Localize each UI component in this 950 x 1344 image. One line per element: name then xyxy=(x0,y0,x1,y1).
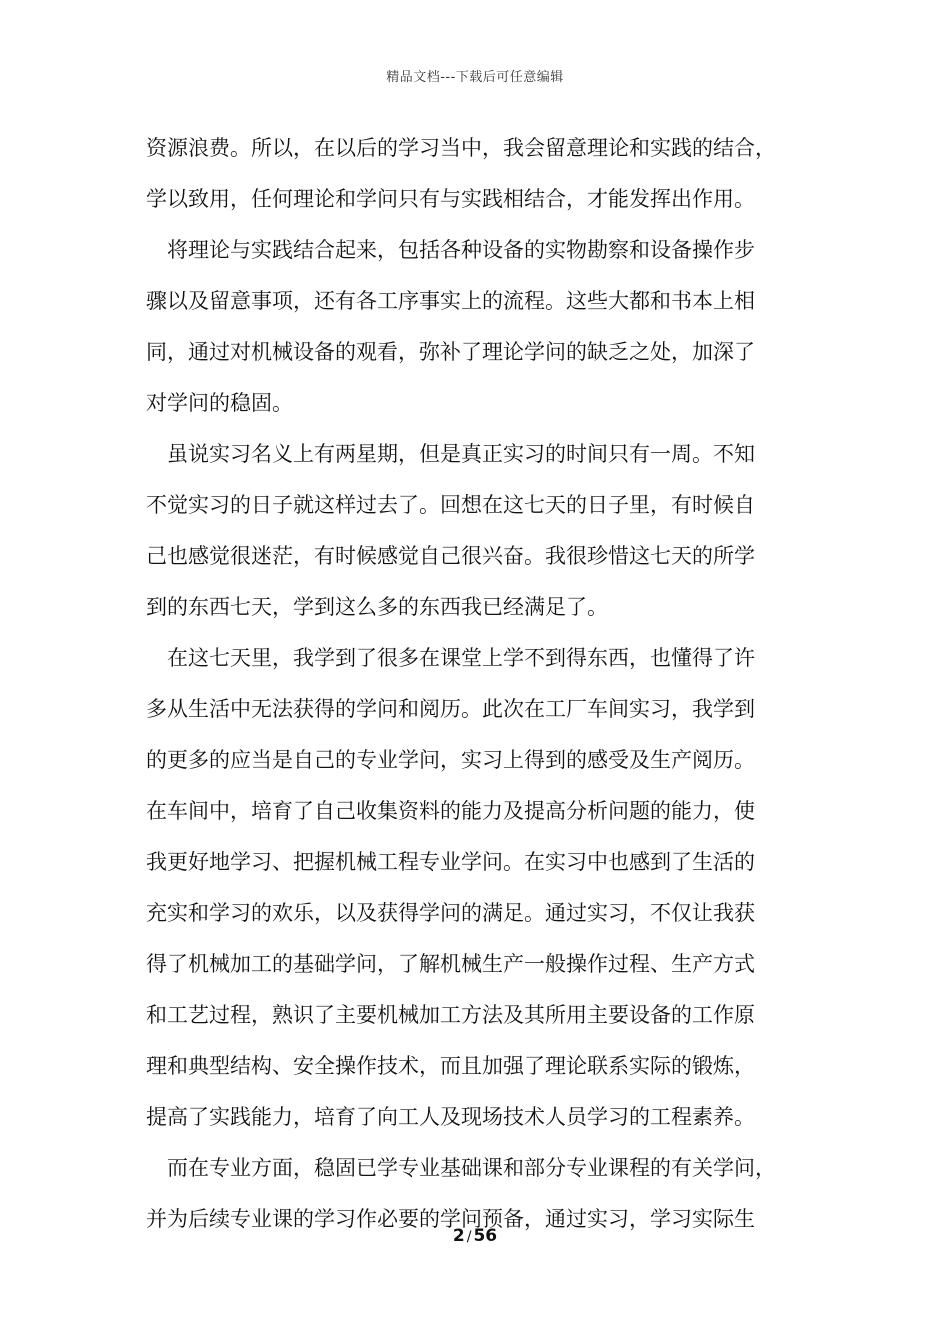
text-line: 和工艺过程，熟识了主要机械加工方法及其所用主要设备的工作原 xyxy=(146,1003,755,1027)
total-page-count: 56 xyxy=(473,1226,498,1246)
text-line: 而在专业方面，稳固已学专业基础课和部分专业课程的有关学问， xyxy=(167,1156,776,1180)
text-line: 多从生活中无法获得的学问和阅历。此次在工厂车间实习，我学到 xyxy=(146,697,755,721)
text-line: 到的东西七天，学到这么多的东西我已经满足了。 xyxy=(146,595,608,619)
text-line: 充实和学习的欢乐，以及获得学问的满足。通过实习，不仅让我获 xyxy=(146,901,755,925)
text-line: 在这七天里，我学到了很多在课堂上学不到得东西，也懂得了许 xyxy=(167,646,755,670)
page-header: 精品文档---下载后可任意编辑 xyxy=(386,70,564,85)
text-line: 我更好地学习、把握机械工程专业学问。在实习中也感到了生活的 xyxy=(146,850,755,874)
text-line: 得了机械加工的基础学问，了解机械生产一般操作过程、生产方式 xyxy=(146,952,755,976)
text-line: 对学问的稳固。 xyxy=(146,391,293,415)
text-line: 在车间中，培育了自己收集资料的能力及提高分析问题的能力，使 xyxy=(146,799,755,823)
text-line: 提高了实践能力，培育了向工人及现场技术人员学习的工程素养。 xyxy=(146,1105,755,1129)
text-line: 的更多的应当是自己的专业学问，实习上得到的感受及生产阅历。 xyxy=(146,748,755,772)
current-page-number: 2 xyxy=(452,1226,465,1246)
text-line: 资源浪费。所以，在以后的学习当中，我会留意理论和实践的结合， xyxy=(146,136,776,160)
text-line: 骤以及留意事项，还有各工序事实上的流程。这些大都和书本上相 xyxy=(146,289,755,313)
page-separator: / xyxy=(466,1229,472,1245)
text-line: 理和典型结构、安全操作技术，而且加强了理论联系实际的锻炼， xyxy=(146,1054,755,1078)
text-line: 虽说实习名义上有两星期，但是真正实习的时间只有一周。不知 xyxy=(167,442,755,466)
text-line: 同，通过对机械设备的观看，弥补了理论学问的缺乏之处，加深了 xyxy=(146,340,755,364)
text-line: 学以致用，任何理论和学问只有与实践相结合，才能发挥出作用。 xyxy=(146,187,755,211)
text-line: 己也感觉很迷茫，有时候感觉自己很兴奋。我很珍惜这七天的所学 xyxy=(146,544,755,568)
text-line: 并为后续专业课的学习作必要的学问预备，通过实习，学习实际生 xyxy=(146,1207,755,1231)
text-line: 不觉实习的日子就这样过去了。回想在这七天的日子里，有时候自 xyxy=(146,493,755,517)
text-line: 将理论与实践结合起来，包括各种设备的实物勘察和设备操作步 xyxy=(167,238,755,262)
page-number xyxy=(0,1226,950,1246)
document-body xyxy=(146,123,818,1245)
